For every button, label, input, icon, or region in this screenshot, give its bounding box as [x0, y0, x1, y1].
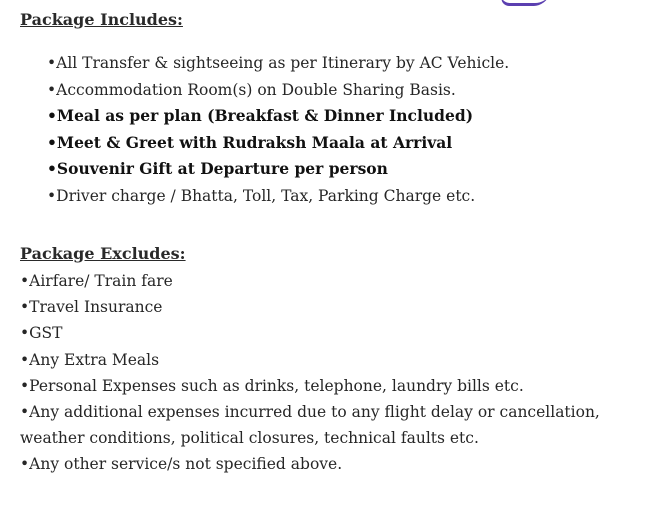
excludes-item-extra-meals: •Any Extra Meals — [20, 350, 160, 369]
excludes-heading: Package Excludes: — [20, 244, 186, 263]
includes-list — [47, 50, 509, 209]
excludes-item-airfare: •Airfare/ Train fare — [20, 272, 173, 290]
excludes-item-additional-expenses: •Any additional expenses incurred due to any flight delay or cancellation, weather conditions, political closures, technical faults etc. — [20, 403, 600, 448]
excludes-item-other-services: •Any other service/s not specified above. — [20, 455, 343, 474]
includes-item-accommodation: •Accommodation Room(s) on Double Sharing Basis. — [47, 80, 456, 99]
includes-item-meal: •Meal as per plan (Breakfast & Dinner Included) — [47, 106, 474, 125]
decorative-swash — [498, 0, 550, 6]
header-decoration — [430, 0, 560, 6]
excludes-item-personal-expenses: •Personal Expenses such as drinks, telephone, laundry bills etc. — [20, 376, 524, 395]
includes-item-driver-charge: •Driver charge / Bhatta, Toll, Tax, Parking Charge etc. — [47, 186, 476, 205]
excludes-list — [20, 268, 668, 477]
excludes-item-insurance: •Travel Insurance — [20, 298, 163, 317]
includes-item-souvenir: •Souvenir Gift at Departure per person — [47, 159, 388, 178]
includes-item-meet-greet: •Meet & Greet with Rudraksh Maala at Arrival — [47, 132, 453, 152]
includes-heading: Package Includes: — [20, 10, 183, 29]
excludes-item-gst: •GST — [20, 324, 63, 343]
includes-item-transfer: •All Transfer & sightseeing as per Itinerary by AC Vehicle. — [47, 54, 510, 72]
